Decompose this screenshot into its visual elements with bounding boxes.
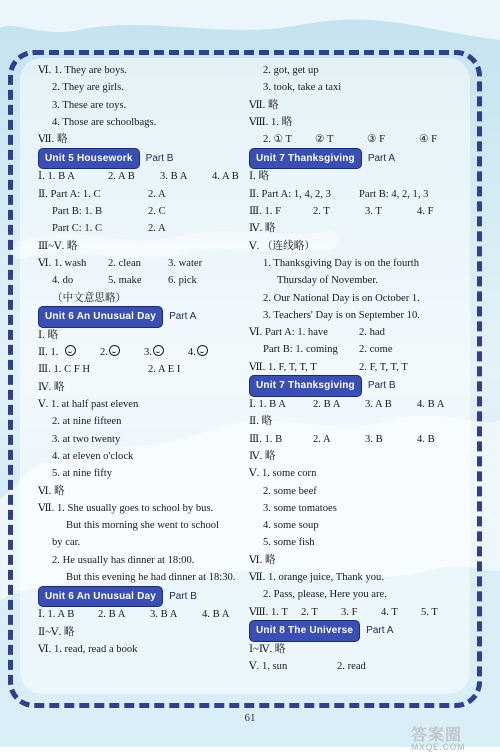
answer-cell: Ⅳ. 略	[249, 223, 276, 235]
answer-cell: 2. A	[148, 223, 166, 235]
answer-cell: 2. had	[359, 327, 385, 339]
section-heading	[249, 376, 469, 396]
answer-cell: But this morning she went to school	[66, 520, 220, 532]
answer-cell: 4.	[187, 347, 196, 359]
smiley-icon	[153, 345, 164, 356]
answer-cell: 4. B A	[417, 399, 445, 411]
answer-line	[38, 413, 243, 430]
answer-line	[249, 569, 469, 586]
answer-cell: 4. at eleven o'clock	[52, 450, 134, 462]
answer-line	[249, 413, 469, 430]
answer-cell: Ⅱ~Ⅴ. 略	[38, 626, 75, 638]
answer-cell: Ⅴ. 1. at half past eleven	[38, 399, 139, 411]
answer-line	[249, 62, 469, 79]
answer-cell: 4. B	[417, 433, 435, 445]
answer-cell: ④ F	[419, 134, 438, 146]
smiley-icon	[65, 345, 76, 356]
answer-line	[249, 534, 469, 551]
answer-cell: 2. Our National Day is on October 1.	[263, 292, 420, 304]
answer-line	[38, 361, 243, 378]
answer-cell: Ⅵ. 1. wash	[38, 257, 87, 269]
answer-line	[249, 586, 469, 603]
answer-cell: Ⅶ. 1. She usually goes to school by bus.	[38, 502, 214, 514]
answer-line	[38, 624, 243, 641]
answer-cell: Ⅵ. 1. They are boys.	[38, 65, 128, 76]
answer-cell: Thursday of November.	[277, 275, 378, 287]
answer-cell: 2. T	[301, 606, 318, 618]
unit-badge: Unit 6 An Unusual Day	[38, 306, 163, 327]
answer-line	[38, 238, 243, 255]
unit-badge: Unit 7 Thanksgiving	[249, 148, 362, 169]
answer-cell: Part B: 4, 2, 1, 3	[359, 188, 429, 200]
answer-cell: 4. F	[417, 206, 434, 218]
answer-cell: 4. T	[381, 606, 398, 618]
section-heading	[249, 621, 469, 641]
answer-cell: Ⅲ. 1. F	[249, 206, 281, 218]
answer-line	[249, 203, 469, 220]
answer-line	[38, 290, 243, 307]
watermark-url: MXQE.COM	[411, 742, 466, 752]
answer-cell: Ⅲ. 1. C F H	[38, 364, 91, 376]
answer-cell: 2. They are girls.	[52, 82, 124, 94]
answer-cell: ② T	[315, 134, 334, 146]
answer-cell: 2. A	[148, 188, 166, 200]
answer-cell: 4. do	[52, 275, 74, 287]
answer-cell: 2. A E I	[148, 364, 181, 376]
section-heading	[38, 586, 243, 606]
answer-line	[38, 483, 243, 500]
answer-cell: 3. B A	[160, 171, 188, 183]
unit-badge: Unit 8 The Universe	[249, 620, 360, 641]
answer-cell: Ⅵ. 1. read, read a book	[38, 643, 138, 655]
answer-cell: 5. some fish	[263, 537, 315, 549]
answer-cell: 3. water	[168, 257, 203, 269]
answer-line	[249, 641, 469, 658]
answer-cell: 2. clean	[108, 257, 141, 269]
answer-line	[249, 465, 469, 482]
answer-line	[38, 114, 243, 131]
answer-cell: Ⅳ. 略	[249, 450, 276, 462]
answer-cell: 3. A B	[365, 399, 392, 411]
unit-badge: Unit 5 Housework	[38, 148, 140, 169]
answer-cell: 3. some tomatoes	[263, 502, 337, 514]
answer-cell: 6. pick	[168, 275, 197, 287]
answer-cell: Ⅶ. 1. orange juice, Thank you.	[249, 572, 384, 584]
answer-cell: Part B: 1. coming	[263, 344, 338, 356]
answer-line	[38, 220, 243, 237]
answer-line	[38, 379, 243, 396]
answer-line	[38, 569, 243, 586]
answer-line	[38, 448, 243, 465]
unit-badge: Unit 7 Thanksgiving	[249, 375, 362, 396]
answer-cell: 3. B A	[150, 609, 178, 621]
answer-line	[249, 448, 469, 465]
part-label: Part B	[367, 380, 396, 392]
answer-cell: Ⅱ. 略	[249, 416, 273, 428]
watermark-logo	[411, 722, 465, 752]
answer-line	[249, 359, 469, 376]
answer-line	[249, 431, 469, 448]
answer-line	[249, 272, 469, 289]
answer-line	[38, 186, 243, 203]
section-heading	[38, 148, 243, 168]
part-label: Part B	[169, 590, 197, 602]
answer-line	[38, 255, 243, 272]
answer-cell: 2. read	[337, 661, 366, 673]
answer-cell: Ⅰ. 1. B A	[249, 399, 286, 411]
answer-line	[38, 431, 243, 448]
section-heading	[38, 307, 243, 327]
part-label: Part A	[169, 311, 197, 323]
answer-cell: Ⅰ. 略	[249, 171, 270, 183]
answer-cell: 3. T	[365, 206, 382, 218]
answer-cell: Ⅵ. 略	[249, 554, 276, 566]
answer-cell: 1. Thanksgiving Day is on the fourth	[263, 257, 420, 269]
answer-cell: 3. B	[365, 433, 383, 445]
answer-cell: Ⅷ. 1. 略	[249, 116, 293, 128]
answer-line	[249, 131, 469, 148]
answer-line	[38, 97, 243, 114]
answer-cell: Ⅲ. 1. B	[249, 433, 283, 445]
answer-cell: 4. A B	[212, 171, 239, 183]
answer-cell: 2. some beef	[263, 485, 317, 497]
answer-cell: 5. at nine fifty	[52, 468, 113, 480]
answer-line	[38, 168, 243, 185]
answer-cell: 3. took, take a taxi	[263, 82, 342, 94]
answer-cell: 2. ① T	[263, 134, 293, 146]
answer-cell: 2. B A	[313, 399, 341, 411]
answer-cell: Ⅵ. 略	[38, 485, 65, 497]
answer-line	[38, 62, 243, 79]
answer-cell: 4. B A	[202, 609, 230, 621]
part-label: Part B	[145, 152, 174, 164]
answer-cell: 5. T	[421, 606, 438, 618]
smiley-icon	[197, 345, 208, 356]
answer-cell: 2. C	[148, 206, 166, 218]
answer-line	[249, 483, 469, 500]
answer-line	[38, 500, 243, 517]
answer-line	[38, 465, 243, 482]
answer-label: Ⅱ. 1.	[38, 347, 59, 359]
answer-line	[38, 131, 243, 148]
answer-cell: 2. got, get up	[263, 65, 319, 76]
part-label: Part A	[367, 152, 396, 164]
answer-cell: Ⅴ. 1. sun	[249, 661, 288, 673]
answer-cell: Ⅱ. Part A: 1. C	[38, 188, 101, 200]
answer-cell: 2. A	[313, 433, 331, 445]
answer-line	[249, 324, 469, 341]
answer-cell: Ⅰ. 1. A B	[38, 609, 75, 621]
answer-line	[38, 641, 243, 658]
answer-line	[249, 396, 469, 413]
answer-line	[38, 606, 243, 623]
answer-cell: 2. A B	[108, 171, 135, 183]
left-column	[38, 62, 243, 658]
watermark-text: 答案圈	[411, 727, 463, 744]
answer-line	[249, 500, 469, 517]
answer-line	[249, 186, 469, 203]
answer-cell: Ⅲ~Ⅴ. 略	[38, 240, 78, 252]
answer-line	[249, 255, 469, 272]
answer-line	[249, 290, 469, 307]
answer-cell: Ⅴ. 1. some corn	[249, 468, 317, 480]
answer-cell: 2. F, T, T, T	[359, 361, 408, 373]
answer-line	[249, 552, 469, 569]
answer-cell: Ⅰ. 略	[38, 329, 59, 341]
answer-cell: 2. Pass, please, Here you are.	[263, 589, 387, 601]
answer-line	[249, 517, 469, 534]
answer-cell: Ⅳ. 略	[38, 381, 65, 393]
answer-cell: Ⅵ. Part A: 1. have	[249, 327, 328, 339]
answer-line	[249, 604, 469, 621]
answer-cell: Ⅷ. 1. T	[249, 606, 288, 618]
answer-line	[249, 168, 469, 185]
answer-cell: But this evening he had dinner at 18:30.	[66, 572, 236, 584]
answer-cell: by car.	[52, 537, 81, 549]
answer-line	[249, 220, 469, 237]
answer-line	[249, 97, 469, 114]
right-column	[249, 62, 469, 676]
answer-cell: Ⅴ. （连线略）	[249, 240, 315, 252]
answer-cell: Ⅱ. Part A: 1, 4, 2, 3	[249, 188, 331, 200]
page-number: 61	[244, 712, 256, 724]
answer-line	[38, 79, 243, 96]
answer-line	[249, 307, 469, 324]
answer-line	[38, 327, 243, 344]
answer-cell: 5. make	[108, 275, 142, 287]
answer-line	[249, 114, 469, 131]
section-heading	[249, 148, 469, 168]
answer-line	[38, 396, 243, 413]
answer-cell: 2. T	[313, 206, 330, 218]
answer-cell: Part C: 1. C	[52, 223, 103, 235]
answer-cell: （中文意思略）	[52, 292, 127, 304]
answer-line	[249, 238, 469, 255]
answer-cell: 2.	[100, 347, 108, 359]
part-label: Part A	[366, 625, 394, 637]
answer-cell: 3. F	[341, 606, 358, 618]
answer-cell: 3.	[143, 347, 152, 359]
answer-cell: Ⅶ. 1. F, T, T, T	[249, 361, 317, 373]
answer-cell: 2. come	[359, 344, 393, 356]
answer-cell: 2. at nine fifteen	[52, 416, 122, 428]
answer-line	[38, 552, 243, 569]
answer-cell: Ⅶ. 略	[249, 99, 279, 111]
answer-line	[249, 79, 469, 96]
answer-cell: 3. Teachers' Day is on September 10.	[263, 309, 420, 321]
answer-cell: 2. He usually has dinner at 18:00.	[52, 554, 195, 566]
answer-cell: ③ F	[367, 134, 386, 146]
answer-cell: 3. at two twenty	[52, 433, 121, 445]
answer-cell: 2. B A	[98, 609, 126, 621]
answer-line	[38, 203, 243, 220]
answer-cell: 3. These are toys.	[52, 99, 127, 111]
answer-cell: Ⅰ. 1. B A	[38, 171, 75, 183]
answer-cell: Ⅰ~Ⅳ. 略	[249, 643, 286, 655]
answer-line	[38, 517, 243, 534]
answer-line	[249, 341, 469, 358]
answer-cell: 4. some soup	[263, 520, 319, 532]
answer-line	[38, 272, 243, 289]
unit-badge: Unit 6 An Unusual Day	[38, 586, 163, 607]
answer-line	[38, 534, 243, 551]
answer-line	[38, 344, 243, 361]
smiley-icon	[109, 345, 120, 356]
answer-cell: Ⅶ. 略	[38, 134, 68, 146]
answer-cell: Part B: 1. B	[52, 206, 103, 218]
answer-line	[249, 658, 469, 675]
answer-cell: 4. Those are schoolbags.	[52, 116, 157, 128]
